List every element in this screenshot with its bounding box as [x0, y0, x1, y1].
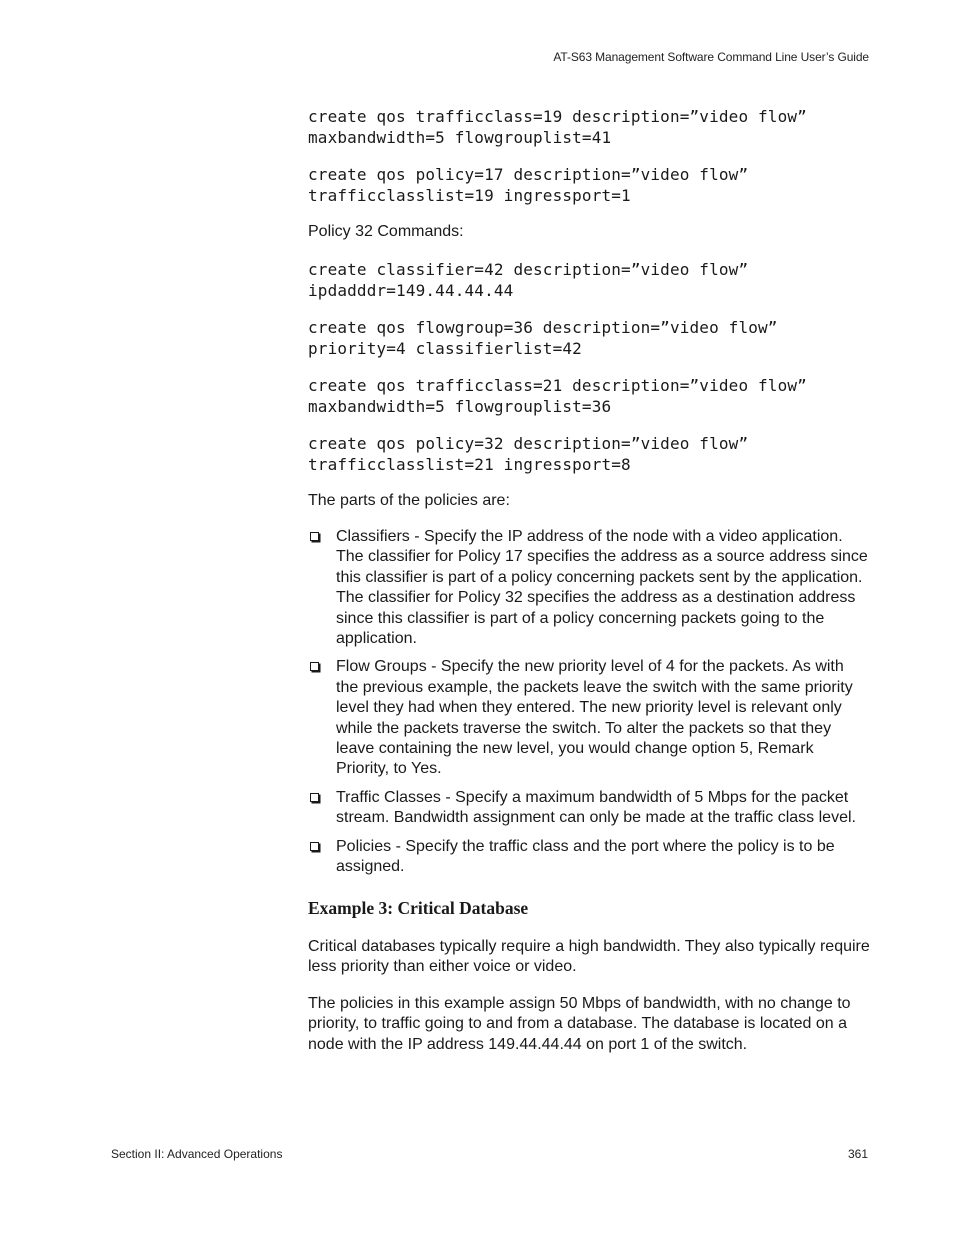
- page-number: 361: [847, 1147, 868, 1161]
- example-heading: Example 3: Critical Database: [308, 897, 529, 918]
- checkbox-bullet-icon: [310, 662, 319, 671]
- page-body: [308, 106, 870, 1071]
- code-block-trafficclass-21: create qos trafficclass=21 description=”video flow” maxbandwidth=5 flowgrouplist=36: [308, 375, 807, 416]
- policy-parts-list: [308, 527, 870, 878]
- parts-intro: The parts of the policies are:: [308, 491, 510, 509]
- paragraph-policies-example: The policies in this example assign 50 Mbps of bandwidth, with no change to priority, to traffic going to and from a database. The database is located on a node with the IP address 149.44.44.44 on port 1 of the switch.: [308, 994, 851, 1053]
- list-item-text: Traffic Classes - Specify a maximum bandwidth of 5 Mbps for the packet stream. Bandwidth assignment can only be made at the traffic class level.: [336, 788, 856, 827]
- list-item-text: Policies - Specify the traffic class and the port where the policy is to be assigned.: [336, 837, 835, 876]
- list-item: [308, 788, 870, 829]
- footer-section: Section II: Advanced Operations: [111, 1147, 283, 1161]
- list-item: [308, 837, 870, 878]
- list-item: [308, 657, 870, 779]
- code-block-classifier-42: create classifier=42 description=”video flow” ipdadddr=149.44.44.44: [308, 259, 749, 300]
- code-block-flowgroup-36: create qos flowgroup=36 description=”video flow” priority=4 classifierlist=42: [308, 317, 778, 358]
- list-item-text: Classifiers - Specify the IP address of the node with a video application. The classifier for Policy 17 specifies the address as a source address since this classifier is part of a policy concerning packets sent by the application. The classifier for Policy 32 specifies the address as a destination address since this classifier is part of a policy concerning packets going to the application.: [336, 528, 868, 648]
- code-block-trafficclass-19: create qos trafficclass=19 description=”video flow” maxbandwidth=5 flowgrouplist=41: [308, 107, 807, 147]
- list-item-text: Flow Groups - Specify the new priority level of 4 for the packets. As with the previous example, the packets leave the switch with the same priority level they had when they entered. The new priority level is relevant only while the packets traverse the switch. To alter the packets so that they leave containing the new level, you would change option 5, Remark Priority, to Yes.: [336, 658, 853, 778]
- checkbox-bullet-icon: [310, 842, 319, 851]
- code-block-policy-32: create qos policy=32 description=”video flow” trafficclasslist=21 ingressport=8: [308, 433, 749, 474]
- policy-32-commands-label: Policy 32 Commands:: [308, 223, 464, 240]
- paragraph-critical-databases: Critical databases typically require a high bandwidth. They also typically require less priority than either voice or video.: [308, 937, 870, 975]
- checkbox-bullet-icon: [310, 793, 319, 802]
- code-block-policy-17: create qos policy=17 description=”video flow” trafficclasslist=19 ingressport=1: [308, 165, 749, 205]
- checkbox-bullet-icon: [310, 532, 319, 541]
- list-item: [308, 527, 870, 649]
- running-header: AT-S63 Management Software Command Line User’s Guide: [553, 50, 869, 64]
